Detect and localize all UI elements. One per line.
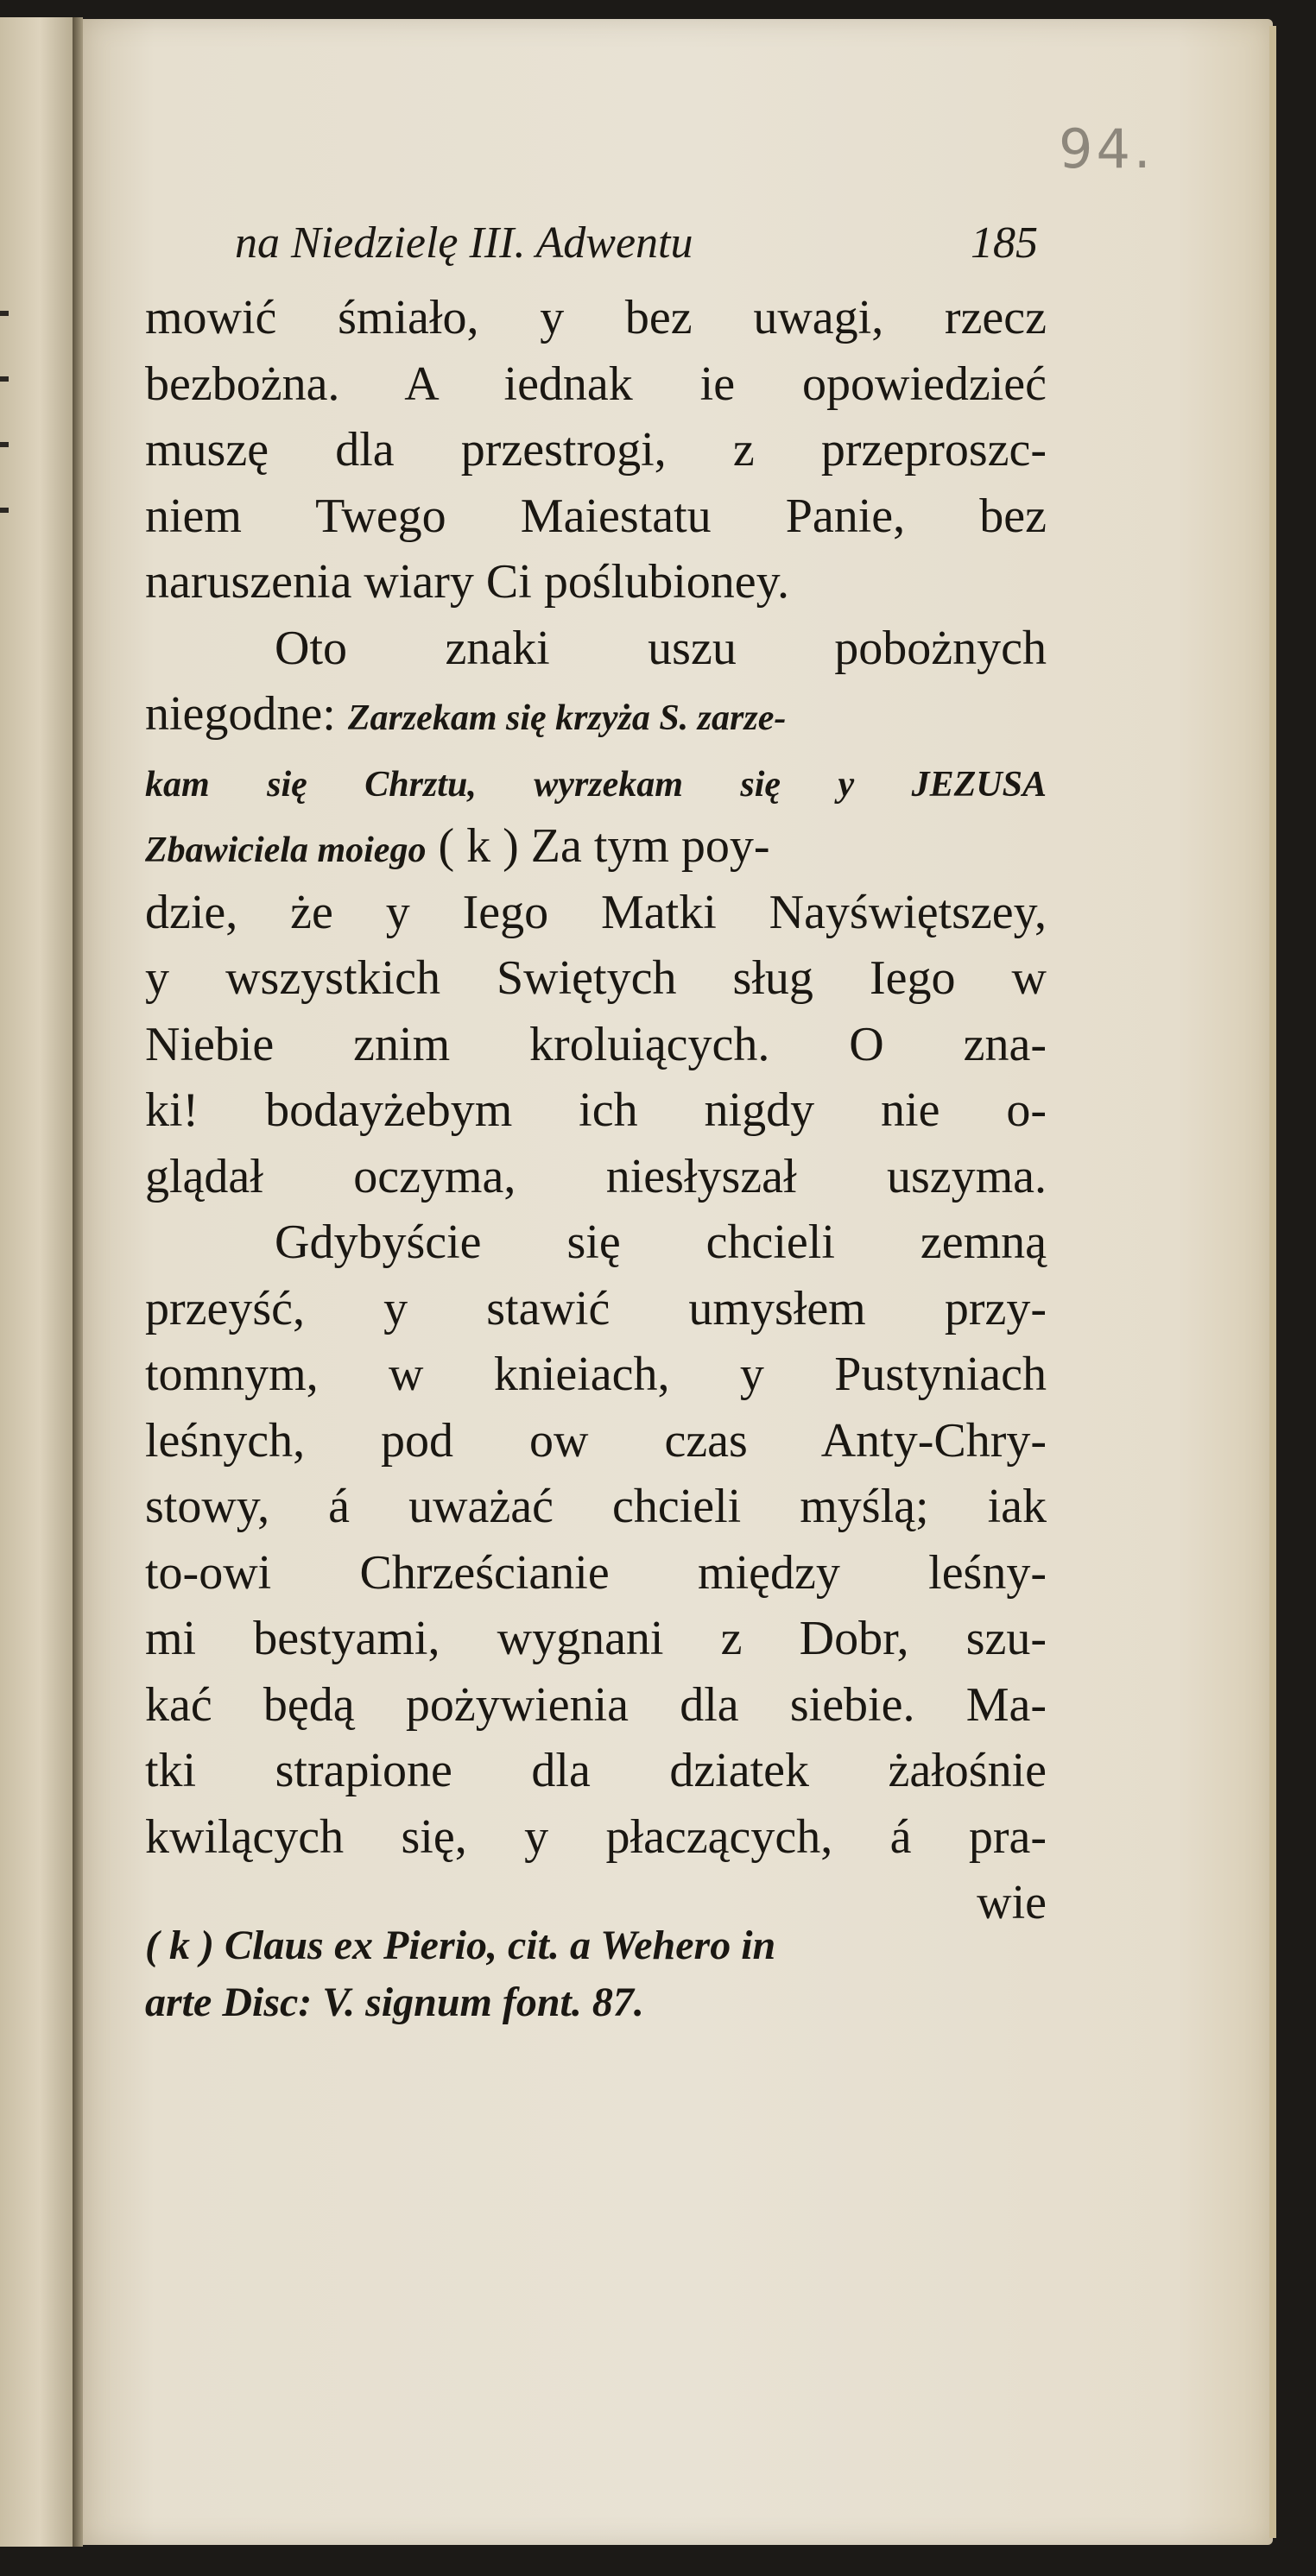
text-line: Niebie znim kroluiących. O zna- bbox=[145, 1017, 1047, 1071]
text-line: dzie, że y Iego Matki Nayświętszey, bbox=[145, 885, 1047, 939]
text-line: muszę dla przestrogi, z przeproszc- bbox=[145, 423, 1047, 477]
text-fragment: ( k ) Za tym poy- bbox=[438, 819, 770, 873]
text-line: mi bestyami, wygnani z Dobr, szu- bbox=[145, 1612, 1047, 1665]
page-number: 185 bbox=[971, 218, 1038, 268]
text-line: naruszenia wiary Ci poślubioney. bbox=[145, 555, 789, 609]
main-text bbox=[145, 285, 1047, 1936]
text-line: Gdybyście się chcieli zemną bbox=[275, 1215, 1047, 1269]
text-line bbox=[145, 681, 1047, 748]
text-line: leśnych, pod ow czas Anty-Chry- bbox=[145, 1413, 1047, 1468]
text-line: stowy, á uważać chcieli myślą; iak bbox=[145, 1480, 1047, 1533]
text-fragment: niegodne: bbox=[145, 687, 336, 741]
text-line: niem Twego Maiestatu Panie, bez bbox=[145, 489, 1047, 543]
text-line: glądał oczyma, niesłyszał uszyma. bbox=[145, 1149, 1047, 1203]
text-line: mowić śmiało, y bez uwagi, rzecz bbox=[145, 291, 1047, 344]
text-line: przeyść, y stawić umysłem przy- bbox=[145, 1281, 1047, 1335]
text-line: Oto znaki uszu pobożnych bbox=[275, 621, 1047, 675]
italic-quote: Zarzekam się krzyża S. zarze- bbox=[347, 698, 787, 738]
italic-quote: Zbawiciela moiego bbox=[145, 830, 427, 870]
book-gutter bbox=[73, 17, 83, 2547]
left-page-edge bbox=[0, 17, 75, 2547]
footnote-text: arte Disc: V. signum font. 87. bbox=[145, 1979, 644, 2025]
catchword: wie bbox=[977, 1876, 1047, 1929]
footnote-text: ( k ) Claus ex Pierio, cit. a Wehero in bbox=[145, 1923, 776, 1968]
text-line: kwilących się, y płaczących, á pra- bbox=[145, 1809, 1047, 1864]
text-line bbox=[145, 748, 1047, 814]
text-line: y wszystkich Swiętych sług Iego w bbox=[145, 951, 1047, 1005]
left-page-text-fragments bbox=[0, 311, 17, 573]
text-line: bezbożna. A iednak ie opowiedzieć bbox=[145, 357, 1047, 411]
page-fore-edge bbox=[1269, 26, 1276, 2538]
footnote-line bbox=[145, 1979, 1047, 2036]
text-line: kać będą pożywienia dla siebie. Ma- bbox=[145, 1677, 1047, 1732]
running-head bbox=[235, 218, 1038, 269]
text-line: tki strapione dla dziatek żałośnie bbox=[145, 1744, 1047, 1797]
text-line: to-owi Chrześcianie między leśny- bbox=[145, 1545, 1047, 1600]
footnote-line bbox=[145, 1922, 1047, 1979]
text-line: tomnym, w knieiach, y Pustyniach bbox=[145, 1348, 1047, 1401]
italic-quote: kam się Chrztu, wyrzekam się y JEZUSA bbox=[145, 764, 1047, 805]
pencil-folio-note: 94. bbox=[1059, 117, 1155, 180]
text-line: ki! bodayżebym ich nigdy nie o- bbox=[145, 1083, 1047, 1137]
running-title: na Niedzielę III. Adwentu bbox=[235, 218, 693, 268]
text-line bbox=[145, 813, 1047, 880]
footnote bbox=[145, 1922, 1047, 2036]
